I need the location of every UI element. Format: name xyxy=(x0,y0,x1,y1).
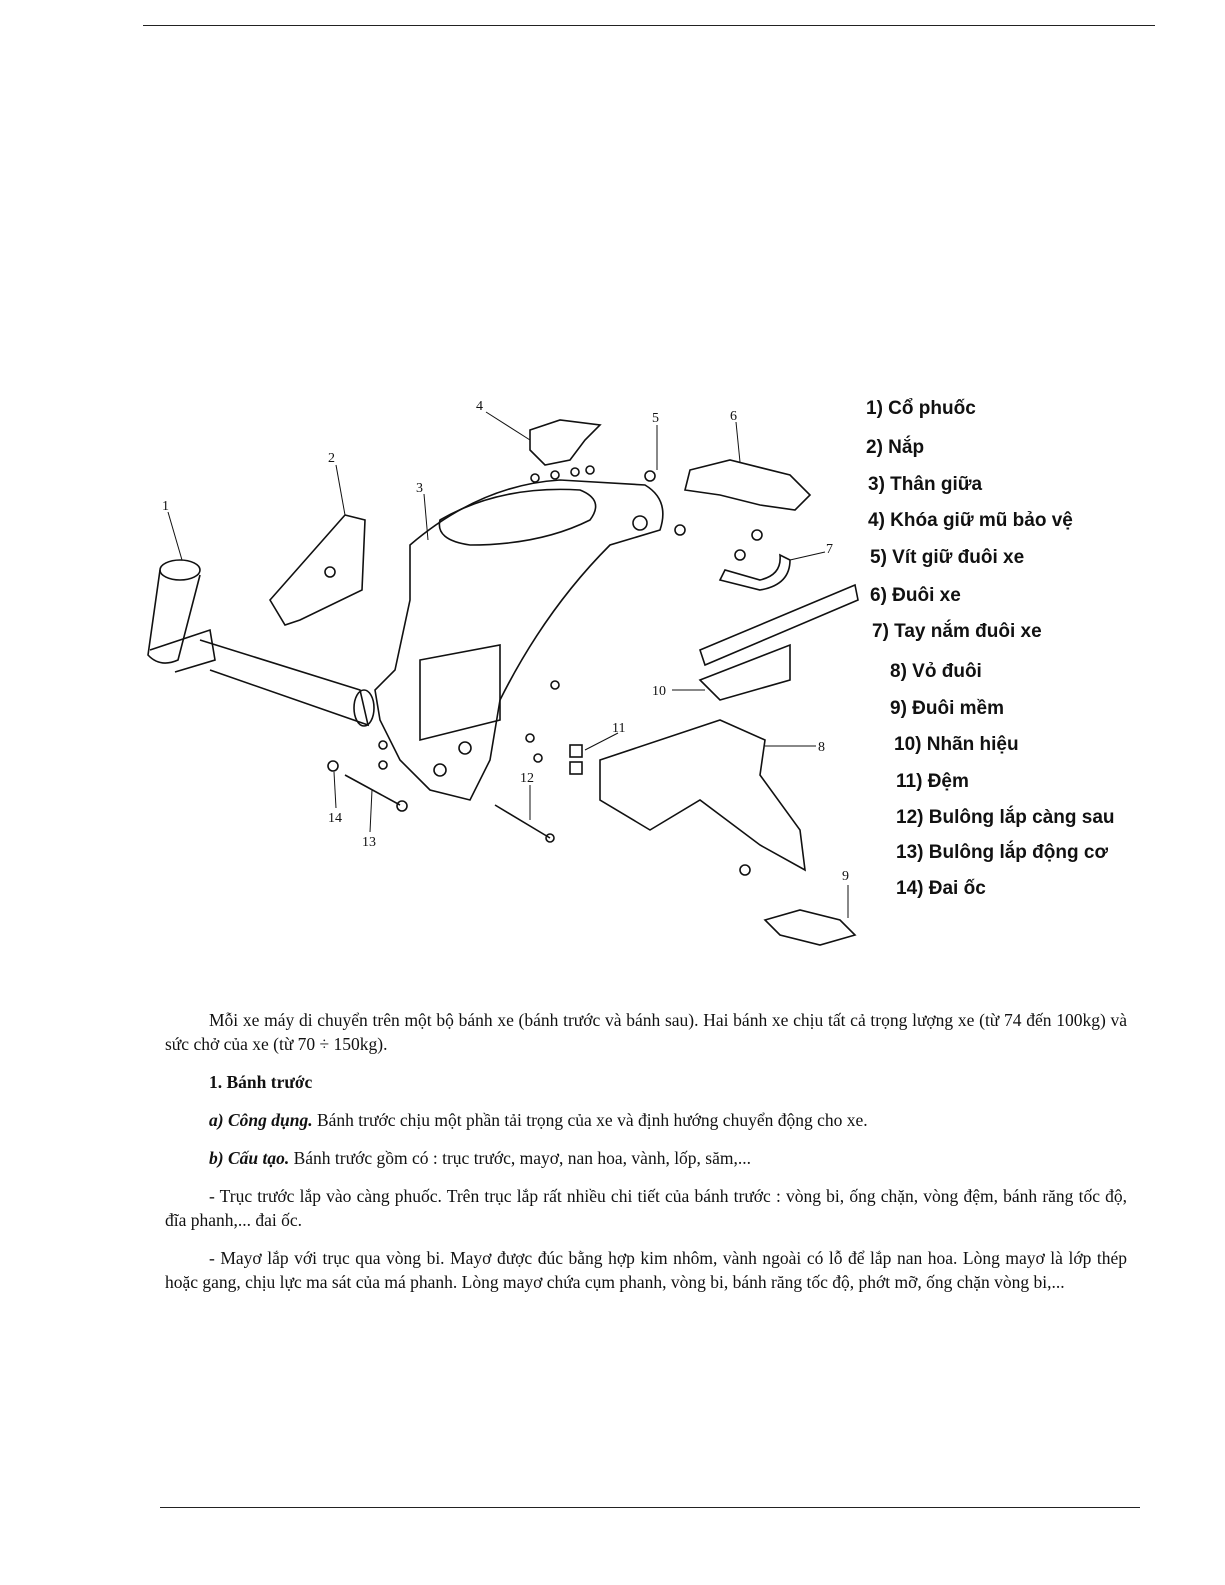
part-engine-bolt xyxy=(345,775,400,805)
callout-11: 11 xyxy=(612,721,626,736)
part-rear-arm-bolt xyxy=(495,805,550,838)
legend-item: 8) Vỏ đuôi xyxy=(890,661,982,682)
bottom-rule xyxy=(160,1507,1140,1508)
legend-item: 6) Đuôi xe xyxy=(870,585,961,606)
part-badge xyxy=(700,645,790,700)
legend-item: 1) Cổ phuốc xyxy=(866,398,976,419)
top-rule xyxy=(143,25,1155,26)
part-grab-handle xyxy=(720,555,790,590)
section-heading: 1. Bánh trước xyxy=(209,1072,313,1092)
hub-paragraph: - Mayơ lắp với trục qua vòng bi. Mayơ được đúc bằng hợp kim nhôm, vành ngoài có lỗ để lắp nan hoa. Lòng mayơ là lớp thép hoặc gang, chịu lực ma sát của má phanh. Lòng mayơ chứa cụm phanh, vòng bi, bánh răng tốc độ, phớt mỡ, ống chặn vòng bi,... xyxy=(165,1248,1127,1292)
structure-label: b) Cấu tạo. xyxy=(209,1148,290,1168)
legend-item: 3) Thân giữa xyxy=(868,474,983,495)
callout-7: 7 xyxy=(826,542,833,557)
usage-text: Bánh trước chịu một phần tải trọng của xe và định hướng chuyển động cho xe. xyxy=(312,1110,868,1130)
part-cover xyxy=(270,515,365,625)
callout-13: 13 xyxy=(362,835,376,850)
part-nut xyxy=(328,761,338,771)
callout-1: 1 xyxy=(162,499,169,514)
exploded-parts-diagram xyxy=(130,385,870,955)
part-stripe xyxy=(700,585,858,665)
callout-10: 10 xyxy=(652,684,666,699)
callout-6: 6 xyxy=(730,409,737,424)
structure-text: Bánh trước gồm có : trục trước, mayơ, nan hoa, vành, lốp, săm,... xyxy=(289,1148,752,1168)
body-text xyxy=(165,1008,1127,1308)
legend-item: 10) Nhãn hiệu xyxy=(894,734,1019,755)
callout-5: 5 xyxy=(652,411,659,426)
callout-2: 2 xyxy=(328,451,335,466)
callout-12: 12 xyxy=(520,771,534,786)
structure-paragraph xyxy=(165,1146,1127,1170)
part-main-body xyxy=(375,480,663,800)
part-rear-fender xyxy=(600,720,805,870)
legend-item: 12) Bulông lắp càng sau xyxy=(896,807,1115,828)
legend-item: 13) Bulông lắp động cơ xyxy=(896,842,1108,863)
callout-4: 4 xyxy=(476,399,483,414)
legend-item: 2) Nắp xyxy=(866,437,925,458)
part-helmet-lock xyxy=(530,420,600,465)
usage-paragraph xyxy=(165,1108,1127,1132)
legend-item: 4) Khóa giữ mũ bảo vệ xyxy=(868,510,1073,531)
legend-item: 14) Đai ốc xyxy=(896,878,986,899)
legend-item: 9) Đuôi mềm xyxy=(890,698,1005,719)
usage-label: a) Công dụng. xyxy=(209,1110,313,1130)
callout-3: 3 xyxy=(416,481,423,496)
axle-paragraph: - Trục trước lắp vào càng phuốc. Trên trục lắp rất nhiều chi tiết của bánh trước : vòng bi, ống chặn, vòng đệm, bánh răng tốc độ, đĩa phanh,... đai ốc. xyxy=(165,1186,1127,1230)
callout-8: 8 xyxy=(818,740,825,755)
callout-9: 9 xyxy=(842,869,849,884)
callout-14: 14 xyxy=(328,811,342,826)
legend-item: 5) Vít giữ đuôi xe xyxy=(870,547,1025,568)
legend-item: 7) Tay nắm đuôi xe xyxy=(872,621,1042,642)
part-tail xyxy=(685,460,810,510)
legend-item: 11) Đệm xyxy=(896,771,969,792)
intro-paragraph: Mỗi xe máy di chuyển trên một bộ bánh xe (bánh trước và bánh sau). Hai bánh xe chịu tất cả trọng lượng xe (từ 74 đến 100kg) và sức chở của xe (từ 70 ÷ 150kg). xyxy=(165,1010,1127,1054)
part-steering-head xyxy=(148,560,374,726)
